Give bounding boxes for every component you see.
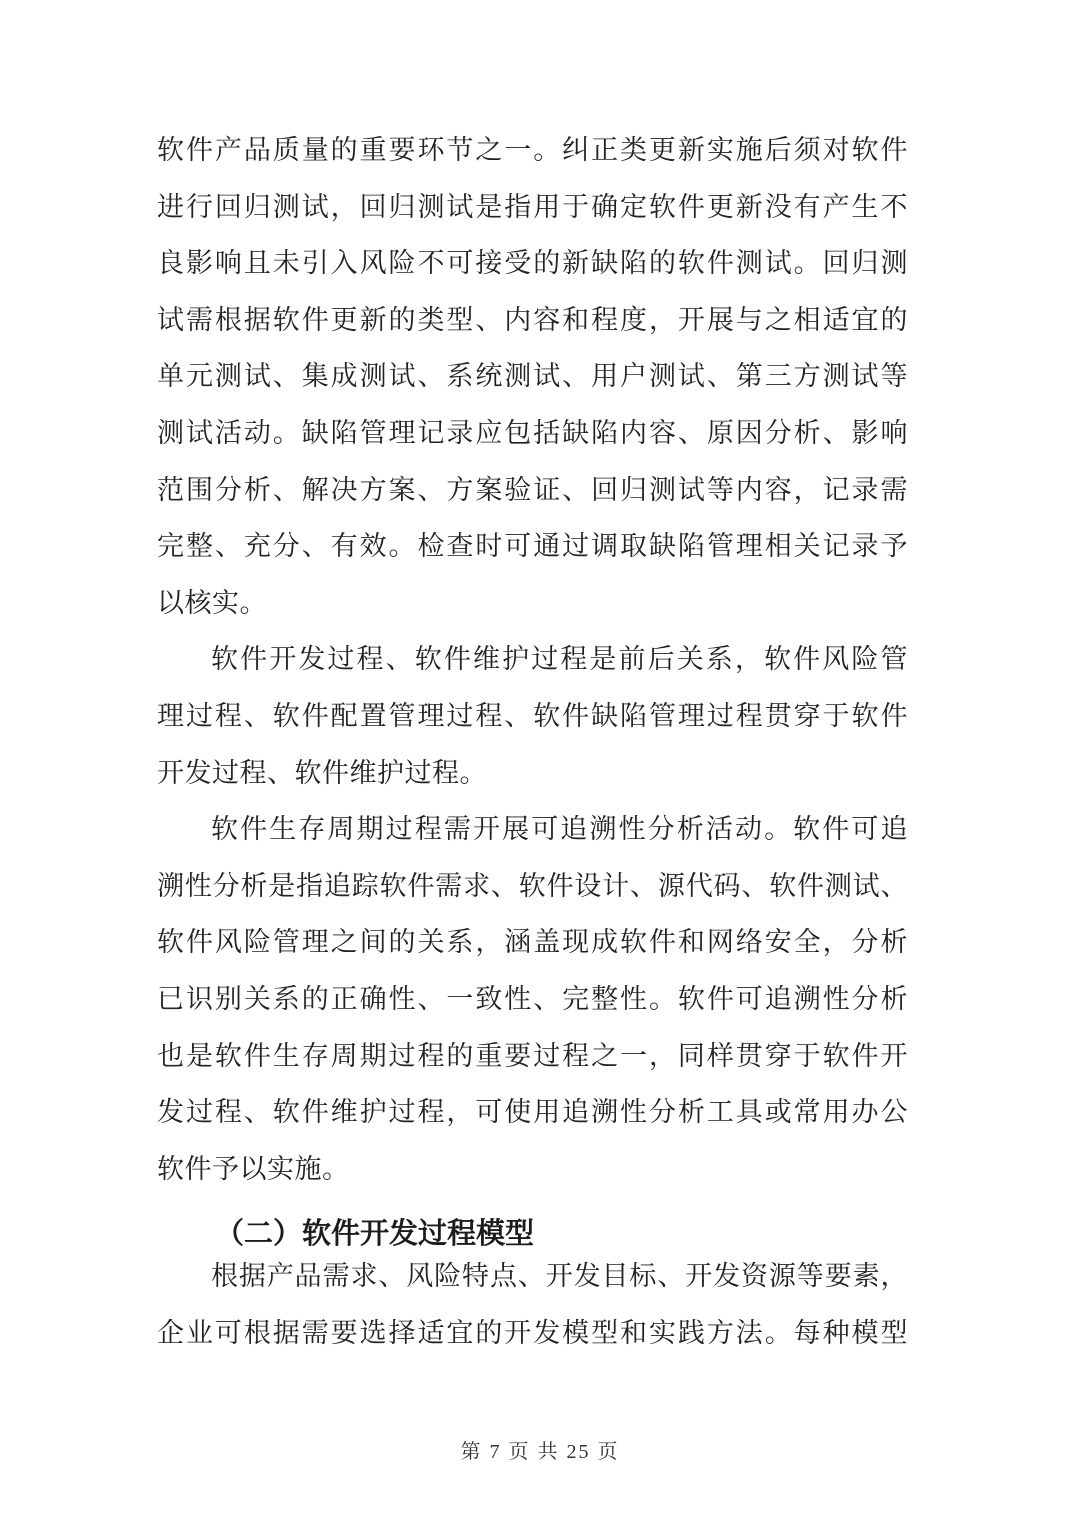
- text-line: 软件生存周期过程需开展可追溯性分析活动。软件可追: [211, 814, 908, 845]
- section-heading: （二）软件开发过程模型: [215, 1218, 535, 1251]
- text-line: 软件风险管理之间的关系，涵盖现成软件和网络安全，分析: [157, 927, 908, 958]
- text-line: 单元测试、集成测试、系统测试、用户测试、第三方测试等: [157, 361, 908, 392]
- text-line: 开发过程、软件维护过程。: [157, 757, 487, 788]
- text-line: 也是软件生存周期过程的重要过程之一，同样贯穿于软件开: [157, 1040, 908, 1071]
- text-line: 范围分析、解决方案、方案验证、回归测试等内容，记录需: [157, 474, 908, 505]
- text-line: 发过程、软件维护过程，可使用追溯性分析工具或常用办公: [157, 1097, 908, 1128]
- text-line: 良影响且未引入风险不可接受的新缺陷的软件测试。回归测: [157, 248, 908, 279]
- text-line: 进行回归测试，回归测试是指用于确定软件更新没有产生不: [157, 191, 908, 222]
- page-number: 第 7 页 共 25 页: [460, 1441, 620, 1463]
- text-line: 软件予以实施。: [157, 1153, 350, 1184]
- paragraph: [157, 1248, 908, 1361]
- page-body: [157, 122, 908, 1361]
- paragraph: [157, 122, 908, 631]
- text-line: 软件产品质量的重要环节之一。纠正类更新实施后须对软件: [157, 135, 908, 165]
- text-line: 企业可根据需要选择适宜的开发模型和实践方法。每种模型: [157, 1317, 908, 1348]
- text-line: 试需根据软件更新的类型、内容和程度，开展与之相适宜的: [157, 304, 908, 335]
- text-line: 溯性分析是指追踪软件需求、软件设计、源代码、软件测试、: [157, 870, 908, 901]
- paragraph: [157, 631, 908, 801]
- paragraph: [157, 801, 908, 1197]
- page-footer: [0, 1437, 1080, 1467]
- text-line: 根据产品需求、风险特点、开发目标、开发资源等要素，: [211, 1261, 908, 1292]
- text-line: 理过程、软件配置管理过程、软件缺陷管理过程贯穿于软件: [157, 700, 908, 731]
- text-line: 以核实。: [157, 587, 267, 618]
- text-line: 已识别关系的正确性、一致性、完整性。软件可追溯性分析: [157, 983, 908, 1014]
- text-line: 完整、充分、有效。检查时可通过调取缺陷管理相关记录予: [157, 531, 908, 562]
- text-line: 测试活动。缺陷管理记录应包括缺陷内容、原因分析、影响: [157, 417, 908, 448]
- text-line: 软件开发过程、软件维护过程是前后关系，软件风险管: [211, 644, 908, 675]
